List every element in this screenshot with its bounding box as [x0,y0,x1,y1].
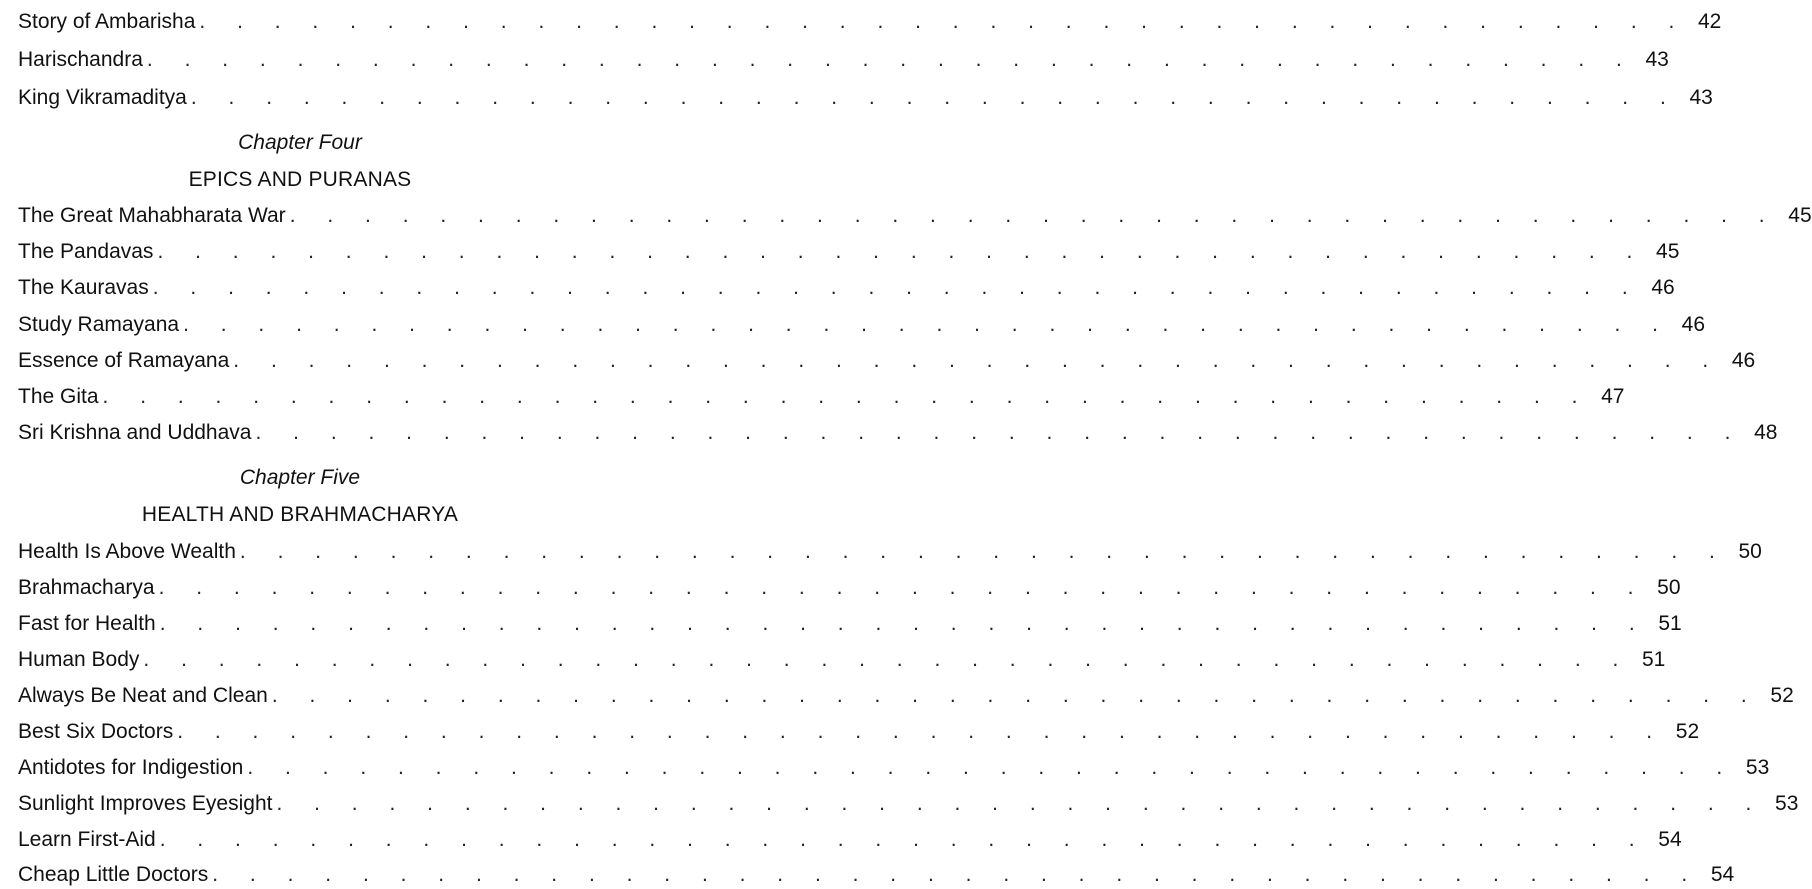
toc-entry [18,234,1680,264]
toc-entry [18,822,1682,852]
entry-title: Brahmacharya [18,576,155,599]
toc-entry [18,343,1756,373]
chapter-label: Chapter Four [238,131,362,154]
entry-title: Story of Ambarisha [18,10,196,33]
entry-title: Always Be Neat and Clean [18,684,268,707]
entry-title: The Pandavas [18,240,154,263]
entry-page-number: 51 [1641,648,1666,671]
entry-title: Health Is Above Wealth [18,540,236,563]
toc-entry [18,606,1682,636]
toc-entry [18,786,1799,816]
dot-leader: . . . . . . . . . . . . . . . . . . . . . . . . . . . . . . . . . . . . . . . . [159,612,1648,635]
dot-leader: . . . . . . . . . . . . . . . . . . . . . . . . . . . . . . . . . . . . . . . . [271,684,1760,707]
entry-title: Harischandra [18,48,143,71]
dot-leader: . . . . . . . . . . . . . . . . . . . . . . . . . . . . . . . . . . . . . . . . [157,240,1646,263]
entry-title: Sri Krishna and Uddhava [18,421,252,444]
chapter-label: Chapter Five [239,466,361,489]
toc-entry [18,4,1722,34]
entry-page-number: 47 [1601,385,1625,408]
dot-leader: . . . . . . . . . . . . . . . . . . . . . . . . . . . . . . . . . . . . . . . . [183,313,1672,336]
dot-leader: . . . . . . . . . . . . . . . . . . . . . . . . . . . . . . . . . . . . . . . . [276,792,1765,815]
entry-page-number: 48 [1754,421,1778,444]
entry-page-number: 50 [1738,540,1762,563]
toc-entry [18,534,1762,564]
entry-title: King Vikramaditya [18,86,187,109]
entry-title: Sunlight Improves Eyesight [18,792,273,815]
chapter-title: EPICS AND PURANAS [188,168,412,191]
toc-entry [18,570,1681,600]
toc-entry [18,642,1666,672]
dot-leader: . . . . . . . . . . . . . . . . . . . . . . . . . . . . . . . . . . . . . . . . [212,863,1701,886]
entry-page-number: 45 [1788,204,1812,227]
entry-title: The Kauravas [18,276,149,299]
entry-title: Human Body [18,648,140,671]
entry-title: Best Six Doctors [18,720,174,743]
entry-title: The Gita [18,385,99,408]
dot-leader: . . . . . . . . . . . . . . . . . . . . . . . . . . . . . . . . . . . . . . . . [159,828,1648,851]
toc-entry [18,857,1735,887]
entry-title: The Great Mahabharata War [18,204,286,227]
dot-leader: . . . . . . . . . . . . . . . . . . . . . . . . . . . . . . . . . . . . . . . . [146,48,1635,71]
toc-entry [18,415,1778,445]
dot-leader: . . . . . . . . . . . . . . . . . . . . . . . . . . . . . . . . . . . . . . . . [247,756,1736,779]
entry-page-number: 51 [1658,612,1682,635]
dot-leader: . . . . . . . . . . . . . . . . . . . . . . . . . . . . . . . . . . . . . . . . [152,276,1641,299]
entry-page-number: 43 [1689,86,1713,109]
entry-title: Fast for Health [18,612,156,635]
toc-entry [18,750,1770,780]
entry-page-number: 43 [1645,48,1669,71]
toc-entry [18,198,1812,228]
toc-entry [18,307,1706,337]
dot-leader: . . . . . . . . . . . . . . . . . . . . . . . . . . . . . . . . . . . . . . . . [239,540,1728,563]
dot-leader: . . . . . . . . . . . . . . . . . . . . . . . . . . . . . . . . . . . . . . . . [289,204,1778,227]
entry-title: Study Ramayana [18,313,180,336]
entry-page-number: 46 [1681,313,1706,336]
entry-page-number: 52 [1770,684,1794,707]
dot-leader: . . . . . . . . . . . . . . . . . . . . . . . . . . . . . . . . . . . . . . . . [233,349,1722,372]
dot-leader: . . . . . . . . . . . . . . . . . . . . . . . . . . . . . . . . . . . . . . . . [158,576,1647,599]
entry-page-number: 53 [1775,792,1799,815]
dot-leader: . . . . . . . . . . . . . . . . . . . . . . . . . . . . . . . . . . . . . . . . [190,86,1679,109]
toc-entry [18,80,1713,110]
entry-page-number: 45 [1656,240,1680,263]
entry-page-number: 50 [1657,576,1681,599]
entry-title: Essence of Ramayana [18,349,230,372]
entry-page-number: 54 [1658,828,1682,851]
entry-page-number: 46 [1651,276,1675,299]
entry-title: Antidotes for Indigestion [18,756,244,779]
chapter-title: HEALTH AND BRAHMACHARYA [141,503,459,526]
entry-page-number: 46 [1731,349,1756,372]
toc-entry [18,714,1700,744]
toc-entry [18,678,1794,708]
toc-entry [18,379,1625,409]
toc-entry [18,270,1675,300]
entry-page-number: 54 [1710,863,1735,886]
dot-leader: . . . . . . . . . . . . . . . . . . . . . . . . . . . . . . . . . . . . . . . . [177,720,1666,743]
toc-entry [18,42,1669,72]
entry-page-number: 42 [1698,10,1722,33]
dot-leader: . . . . . . . . . . . . . . . . . . . . . . . . . . . . . . . . . . . . . . . . [255,421,1744,444]
dot-leader: . . . . . . . . . . . . . . . . . . . . . . . . . . . . . . . . . . . . . . . . [102,385,1591,408]
dot-leader: . . . . . . . . . . . . . . . . . . . . . . . . . . . . . . . . . . . . . . . . [143,648,1632,671]
entry-title: Cheap Little Doctors [18,863,209,886]
dot-leader: . . . . . . . . . . . . . . . . . . . . . . . . . . . . . . . . . . . . . . . . [199,10,1688,33]
entry-title: Learn First-Aid [18,828,156,851]
entry-page-number: 53 [1745,756,1770,779]
entry-page-number: 52 [1675,720,1700,743]
